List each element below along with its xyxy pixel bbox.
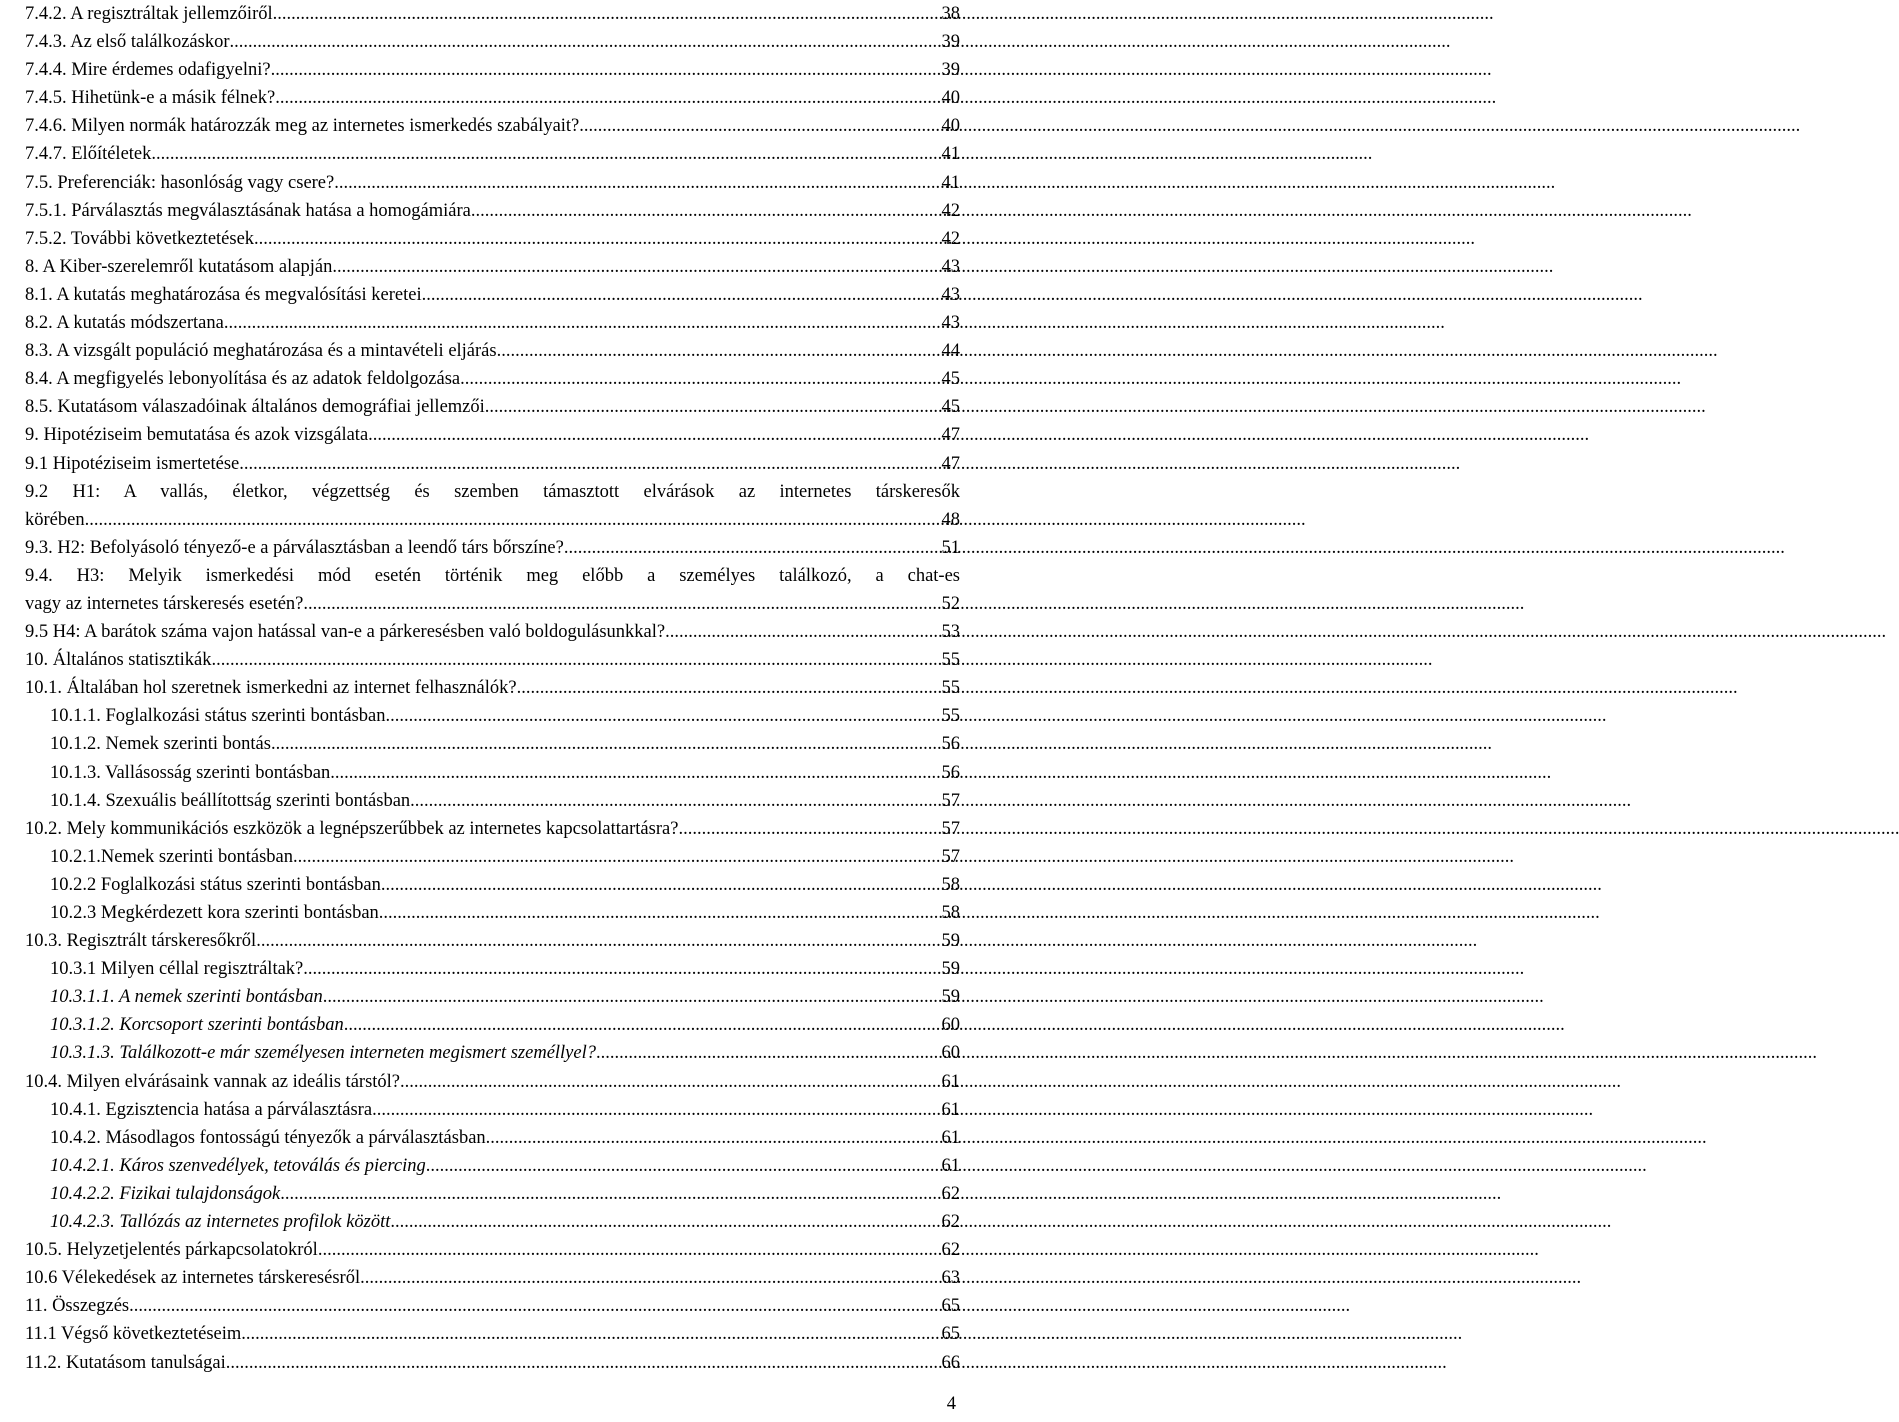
toc-entry-title: 9.3. H2: Befolyásoló tényező-e a párválasztásban a leendő társ bőrszíne?: [25, 537, 564, 558]
toc-entry-title: 10.3.1.1. A nemek szerinti bontásban: [50, 987, 323, 1008]
page-number: 4: [946, 1394, 956, 1414]
dot-leader: [368, 421, 940, 449]
dot-leader: [410, 787, 940, 815]
toc-page-number: 58: [941, 874, 960, 895]
toc-entry[interactable]: [25, 421, 960, 449]
toc-page-number: 53: [941, 622, 960, 643]
toc-page-number: 48: [941, 509, 960, 530]
toc-page-number: 60: [941, 1043, 960, 1064]
toc-entry-title: 8.3. A vizsgált populáció meghatározása és a mintavételi eljárás: [25, 341, 497, 362]
toc-entry[interactable]: [25, 1208, 960, 1236]
toc-entry-title: 10.2.3 Megkérdezett kora szerinti bontásban: [50, 903, 379, 923]
toc-page-number: 40: [941, 88, 960, 109]
toc-entry-title: 9. Hipotéziseim bemutatása és azok vizsgálata: [25, 425, 369, 446]
toc-page-number: 57: [941, 790, 960, 811]
toc-entry-title: 10.3.1.2. Korcsoport szerinti bontásban: [50, 1015, 344, 1036]
toc-entry[interactable]: [25, 646, 960, 674]
toc-entry[interactable]: [25, 1264, 960, 1292]
toc-page-number: 39: [941, 60, 960, 81]
toc-entry-title: 9.2 H1: A vallás, életkor, végzettség és szemben támasztott elvárások az internetes társkeresők: [25, 481, 960, 502]
toc-entry-title: 7.5.2. További következtetések: [25, 228, 255, 249]
toc-entry[interactable]: [25, 1236, 960, 1264]
dot-leader: [485, 393, 941, 421]
toc-entry[interactable]: [25, 225, 960, 253]
toc-page-number: 59: [941, 987, 960, 1008]
toc-entry[interactable]: [25, 56, 960, 84]
toc-page-number: 41: [941, 172, 960, 193]
dot-leader: [517, 674, 941, 702]
toc-page-number: 56: [941, 762, 960, 783]
toc-page-number: 59: [941, 931, 960, 952]
toc-entry-title: 8.2. A kutatás módszertana: [25, 313, 224, 334]
toc-entry-title-continued: körében: [25, 509, 85, 530]
table-of-contents: [25, 0, 960, 1377]
toc-entry-title: 9.5 H4: A barátok száma vajon hatással van-e a párkeresésben való boldogulásunkkal?: [25, 622, 666, 643]
dot-leader: [400, 1068, 940, 1096]
toc-entry[interactable]: [25, 337, 960, 365]
toc-entry[interactable]: [25, 1180, 960, 1208]
toc-page-number: 63: [941, 1268, 960, 1289]
dot-leader: [239, 450, 940, 478]
dot-leader: [129, 1292, 940, 1320]
dot-leader: [224, 309, 941, 337]
dot-leader: [271, 56, 941, 84]
dot-leader: [330, 759, 940, 787]
toc-page-number: 66: [941, 1352, 960, 1373]
toc-page-number: 42: [941, 228, 960, 249]
toc-entry-title: 10.4.2.2. Fizikai tulajdonságok: [50, 1183, 281, 1204]
toc-entry[interactable]: [25, 534, 960, 562]
toc-page-number: 65: [941, 1324, 960, 1345]
toc-entry[interactable]: [25, 281, 960, 309]
toc-entry[interactable]: [25, 112, 960, 140]
dot-leader: [318, 1236, 941, 1264]
toc-page-number: 59: [941, 959, 960, 980]
toc-entry[interactable]: [25, 309, 960, 337]
dot-leader: [293, 843, 940, 871]
toc-page-number: 57: [941, 846, 960, 867]
toc-entry-title: 10.2. Mely kommunikációs eszközök a legnépszerűbbek az internetes kapcsolattartásra?: [25, 818, 679, 839]
dot-leader: [386, 702, 941, 730]
toc-page-number: 57: [941, 818, 960, 839]
dot-leader: [497, 337, 941, 365]
toc-entry[interactable]: [25, 1320, 960, 1348]
toc-page-number: 38: [941, 4, 960, 24]
toc-entry[interactable]: [25, 1096, 960, 1124]
dot-leader: [85, 506, 941, 534]
toc-entry-title: 10.4.2.3. Tallózás az internetes profilok között: [50, 1212, 391, 1233]
toc-page-number: 58: [941, 903, 960, 923]
toc-entry[interactable]: [25, 674, 960, 702]
toc-entry[interactable]: [25, 28, 960, 56]
toc-entry-title: 10.3.1.3. Találkozott-e már személyesen interneten megismert személlyel?: [50, 1043, 596, 1064]
toc-entry[interactable]: [25, 843, 960, 871]
toc-entry[interactable]: [25, 955, 960, 983]
dot-leader: [226, 1349, 941, 1377]
dot-leader: [254, 225, 940, 253]
dot-leader: [379, 899, 941, 927]
toc-page-number: 61: [941, 1099, 960, 1120]
toc-entry[interactable]: [25, 84, 960, 112]
toc-entry[interactable]: [25, 393, 960, 421]
dot-leader: [426, 1152, 941, 1180]
dot-leader: [275, 84, 940, 112]
toc-entry[interactable]: [25, 1124, 960, 1152]
toc-entry[interactable]: [25, 1011, 960, 1039]
toc-entry-title: 10.6 Vélekedések az internetes társkeresésről: [25, 1268, 361, 1289]
toc-entry-title: 10. Általános statisztikák: [25, 650, 212, 671]
toc-page-number: 62: [941, 1183, 960, 1204]
toc-entry[interactable]: [25, 562, 960, 618]
toc-entry[interactable]: [25, 871, 960, 899]
toc-entry[interactable]: [25, 450, 960, 478]
dot-leader: [596, 1039, 941, 1067]
dot-leader: [280, 1180, 940, 1208]
toc-entry[interactable]: [25, 815, 960, 843]
toc-entry[interactable]: [25, 702, 960, 730]
toc-entry-title: 9.4. H3: Melyik ismerkedési mód esetén történik meg előbb a személyes találkozó, a chat-es: [25, 565, 960, 586]
toc-entry-title-continued: vagy az internetes társkeresés esetén?: [25, 593, 304, 614]
toc-entry-title: 10.2.2 Foglalkozási státus szerinti bontásban: [50, 874, 381, 895]
toc-page-number: 62: [941, 1212, 960, 1233]
toc-page-number: 65: [941, 1296, 960, 1317]
toc-entry-title: 7.4.7. Előítéletek: [25, 144, 152, 165]
toc-entry-title: 10.2.1.Nemek szerinti bontásban: [50, 846, 294, 867]
dot-leader: [360, 1264, 940, 1292]
toc-page-number: 61: [941, 1155, 960, 1176]
toc-entry[interactable]: [25, 759, 960, 787]
toc-entry[interactable]: [25, 1292, 960, 1320]
dot-leader: [344, 1011, 941, 1039]
dot-leader: [323, 983, 941, 1011]
toc-page-number: 40: [941, 116, 960, 137]
toc-entry-title: 10.1.4. Szexuális beállítottság szerinti bontásban: [50, 790, 411, 811]
toc-page-number: 62: [941, 1240, 960, 1261]
dot-leader: [471, 197, 941, 225]
toc-page-number: 61: [941, 1127, 960, 1148]
toc-entry[interactable]: [25, 0, 960, 28]
toc-entry[interactable]: [25, 478, 960, 534]
toc-entry[interactable]: [25, 618, 960, 646]
toc-page-number: 43: [941, 313, 960, 334]
dot-leader: [460, 365, 940, 393]
toc-page-number: 47: [941, 425, 960, 446]
toc-entry-title: 7.4.5. Hihetünk-e a másik félnek?: [25, 88, 276, 109]
dot-leader: [273, 0, 941, 28]
dot-leader: [151, 140, 940, 168]
toc-entry[interactable]: [25, 1068, 960, 1096]
toc-entry[interactable]: [25, 787, 960, 815]
toc-entry-title: 11. Összegzés: [25, 1296, 130, 1317]
dot-leader: [332, 253, 940, 281]
toc-entry[interactable]: [25, 1152, 960, 1180]
toc-entry-title: 10.3. Regisztrált társkeresőkről: [25, 931, 257, 952]
toc-entry-title: 8.4. A megfigyelés lebonyolítása és az adatok feldolgozása: [25, 369, 461, 390]
toc-entry-title: 10.4.2. Másodlagos fontosságú tényezők a párválasztásban: [50, 1127, 486, 1148]
dot-leader: [372, 1096, 940, 1124]
toc-entry[interactable]: [25, 983, 960, 1011]
toc-page-number: 45: [941, 397, 960, 418]
toc-entry-title: 7.4.3. Az első találkozáskor: [25, 32, 230, 53]
toc-page-number: 55: [941, 706, 960, 727]
dot-leader: [381, 871, 941, 899]
toc-entry-title: 9.1 Hipotéziseim ismertetése: [25, 453, 240, 474]
toc-entry-title: 8. A Kiber-szerelemről kutatásom alapján: [25, 256, 333, 277]
toc-entry[interactable]: [25, 365, 960, 393]
dot-leader: [256, 927, 940, 955]
toc-entry-title: 10.1. Általában hol szeretnek ismerkedni az internet felhasználók?: [25, 678, 517, 699]
toc-entry-title: 10.1.2. Nemek szerinti bontás: [50, 734, 271, 755]
toc-page-number: 60: [941, 1015, 960, 1036]
toc-entry-title: 10.1.1. Foglalkozási státus szerinti bontásban: [50, 706, 386, 727]
dot-leader: [303, 590, 940, 618]
toc-page-number: 56: [941, 734, 960, 755]
toc-page-number: 55: [941, 650, 960, 671]
toc-page-number: 47: [941, 453, 960, 474]
toc-entry[interactable]: [25, 1349, 960, 1377]
toc-entry-title: 10.4.2.1. Káros szenvedélyek, tetoválás és piercing: [50, 1155, 426, 1176]
dot-leader: [665, 618, 940, 646]
dot-leader: [241, 1320, 940, 1348]
toc-page-number: 43: [941, 284, 960, 305]
dot-leader: [229, 28, 940, 56]
toc-entry[interactable]: [25, 1039, 960, 1067]
dot-leader: [271, 730, 941, 758]
toc-page-number: 52: [941, 593, 960, 614]
toc-entry-title: 8.5. Kutatásom válaszadóinak általános demográfiai jellemzői: [25, 397, 485, 418]
toc-page-number: 61: [941, 1071, 960, 1092]
toc-entry-title: 10.4. Milyen elvárásaink vannak az ideális társtól?: [25, 1071, 401, 1092]
toc-entry-title: 7.5.1. Párválasztás megválasztásának hatása a homogámiára: [25, 200, 471, 221]
toc-entry-title: 10.4.1. Egzisztencia hatása a párválasztásra: [50, 1099, 373, 1120]
toc-entry[interactable]: [25, 927, 960, 955]
toc-page-number: 43: [941, 256, 960, 277]
toc-entry[interactable]: [25, 169, 960, 197]
dot-leader: [678, 815, 940, 843]
toc-entry[interactable]: [25, 253, 960, 281]
toc-entry-title: 7.4.2. A regisztráltak jellemzőiről: [25, 4, 273, 24]
toc-page-number: 41: [941, 144, 960, 165]
toc-page-number: 44: [941, 341, 960, 362]
toc-entry-title: 11.1 Végső következtetéseim: [25, 1324, 242, 1345]
toc-entry-title: 10.5. Helyzetjelentés párkapcsolatokról: [25, 1240, 318, 1261]
toc-page-number: 51: [941, 537, 960, 558]
toc-page-number: 42: [941, 200, 960, 221]
toc-page-number: 39: [941, 32, 960, 53]
dot-leader: [303, 955, 940, 983]
dot-leader: [579, 112, 940, 140]
toc-entry-title: 10.3.1 Milyen céllal regisztráltak?: [50, 959, 304, 980]
dot-leader: [334, 169, 940, 197]
toc-entry-title: 10.1.3. Vallásosság szerinti bontásban: [50, 762, 331, 783]
toc-entry-title: 11.2. Kutatásom tanulságai: [25, 1352, 226, 1373]
toc-entry[interactable]: [25, 140, 960, 168]
dot-leader: [422, 281, 941, 309]
toc-page-number: 45: [941, 369, 960, 390]
dot-leader: [486, 1124, 941, 1152]
toc-entry[interactable]: [25, 730, 960, 758]
toc-entry[interactable]: [25, 197, 960, 225]
dot-leader: [212, 646, 941, 674]
toc-entry-title: 8.1. A kutatás meghatározása és megvalósítási keretei: [25, 284, 422, 305]
toc-entry-title: 7.4.4. Mire érdemes odafigyelni?: [25, 60, 271, 81]
dot-leader: [390, 1208, 940, 1236]
toc-entry-title: 7.4.6. Milyen normák határozzák meg az internetes ismerkedés szabályait?: [25, 116, 580, 137]
toc-entry-title: 7.5. Preferenciák: hasonlóság vagy csere?: [25, 172, 335, 193]
dot-leader: [564, 534, 941, 562]
toc-page-number: 55: [941, 678, 960, 699]
toc-entry[interactable]: [25, 899, 960, 927]
